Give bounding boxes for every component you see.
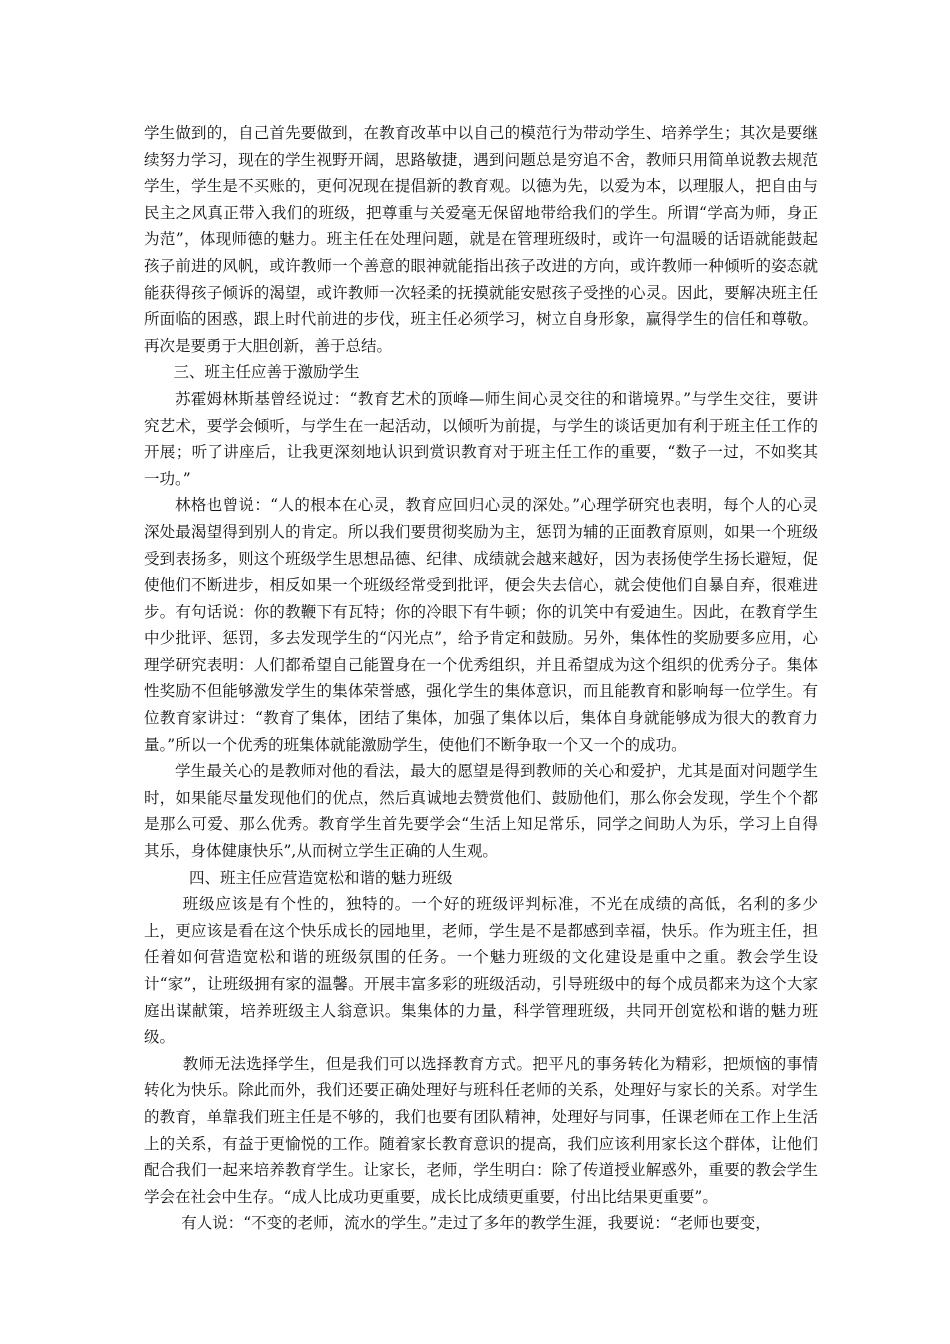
section-heading-3: 三、班主任应善于激励学生	[173, 363, 360, 382]
section-heading-4: 四、班主任应营造宽松和谐的魅力班级	[188, 868, 453, 887]
body-paragraph: 教师无法选择学生，但是我们可以选择教育方式。把平凡的事务转化为精彩，把烦恼的事情转化为快乐。除此而外，我们还要正确处理好与班科任老师的关系，处理好与家长的关系。对学生的教育，单靠我们班主任是不够的，我们也要有团队精神，处理好与同事，任课老师在工作上生活上的关系，有益于更愉悦的工作。随着家长教育意识的提高，我们应该利用家长这个群体，让他们配合我们一起来培养教育学生。让家长，老师，学生明白：除了传道授业解惑外，重要的教会学生学会在社会中生存。“成人比成功更重要，成长比成绩更重要，付出比结果更重要”。	[144, 1054, 818, 1206]
body-paragraph: 学生最关心的是教师对他的看法，最大的愿望是得到教师的关心和爱护，尤其是面对问题学生时，如果能尽量发现他们的优点，然后真诚地去赞赏他们、鼓励他们，那么你会发现，学生个个都是那么可爱、那么优秀。教育学生首先要学会“生活上知足常乐，同学之间助人为乐，学习上自得其乐，身体健康快乐”,从而树立学生正确的人生观。	[144, 762, 818, 861]
body-paragraph: 林格也曾说：“人的根本在心灵，教育应回归心灵的深处。”心理学研究也表明，每个人的心灵深处最渴望得到别人的肯定。所以我们要贯彻奖励为主，惩罚为辅的正面教育原则，如果一个班级受到表扬多，则这个班级学生思想品德、纪律、成绩就会越来越好，因为表扬使学生扬长避短，促使他们不断进步，相反如果一个班级经常受到批评，便会失去信心，就会使他们自暴自弃，很难进步。有句话说：你的教鞭下有瓦特；你的冷眼下有牛顿；你的讥笑中有爱迪生。因此，在教育学生中少批评、惩罚，多去发现学生的“闪光点”，给予肯定和鼓励。另外，集体性的奖励要多应用，心理学研究表明：人们都希望自己能置身在一个优秀组织，并且希望成为这个组织的优秀分子。集体性奖励不但能够激发学生的集体荣誉感，强化学生的集体意识，而且能教育和影响每一位学生。有位教育家讲过：“教育了集体，团结了集体，加强了集体以后，集体自身就能够成为很大的教育力量。”所以一个优秀的班集体就能激励学生，使他们不断争取一个又一个的成功。	[144, 496, 818, 754]
body-paragraph: 学生做到的，自己首先要做到，在教育改革中以自己的模范行为带动学生、培养学生；其次是要继续努力学习，现在的学生视野开阔，思路敏捷，遇到问题总是穷追不舍，教师只用简单说教去规范学生，学生是不买账的，更何况现在提倡新的教育观。以德为先，以爱为本，以理服人，把自由与民主之风真正带入我们的班级，把尊重与关爱毫无保留地带给我们的学生。所谓“学高为师，身正为范”，体现师德的魅力。班主任在处理问题，就是在管理班级时，或许一句温暖的话语就能鼓起孩子前进的风帆，或许教师一个善意的眼神就能指出孩子改进的方向，或许教师一种倾听的姿态就能获得孩子倾诉的渴望，或许教师一次轻柔的抚摸就能安慰孩子受挫的心灵。因此，要解决班主任所面临的困惑，跟上时代前进的步伐，班主任必须学习，树立自身形象，赢得学生的信任和尊敬。再次是要勇于大胆创新，善于总结。	[144, 124, 818, 355]
document-page	[144, 120, 818, 1237]
body-paragraph: 有人说：“不变的老师，流水的学生。”走过了多年的教学生涯，我要说：“老师也要变，	[181, 1214, 771, 1233]
body-paragraph: 班级应该是有个性的，独特的。一个好的班级评判标准，不光在成绩的高低，名利的多少上，更应该是看在这个快乐成长的园地里，老师，学生是不是都感到幸福，快乐。作为班主任，担任着如何营造宽松和谐的班级氛围的任务。一个魅力班级的文化建设是重中之重。教会学生设计“家”，让班级拥有家的温馨。开展丰富多彩的班级活动，引导班级中的每个成员都来为这个大家庭出谋献策，培养班级主人翁意识。集集体的力量，科学管理班级，共同开创宽松和谐的魅力班级。	[144, 895, 818, 1047]
body-paragraph: 苏霍姆林斯基曾经说过：“教育艺术的顶峰—师生间心灵交往的和谐境界。”与学生交往，要讲究艺术，要学会倾听，与学生在一起活动，以倾听为前提，与学生的谈话更加有利于班主任工作的开展；听了讲座后，让我更深刻地认识到赏识教育对于班主任工作的重要，“数子一过，不如奖其一功。”	[144, 389, 818, 488]
